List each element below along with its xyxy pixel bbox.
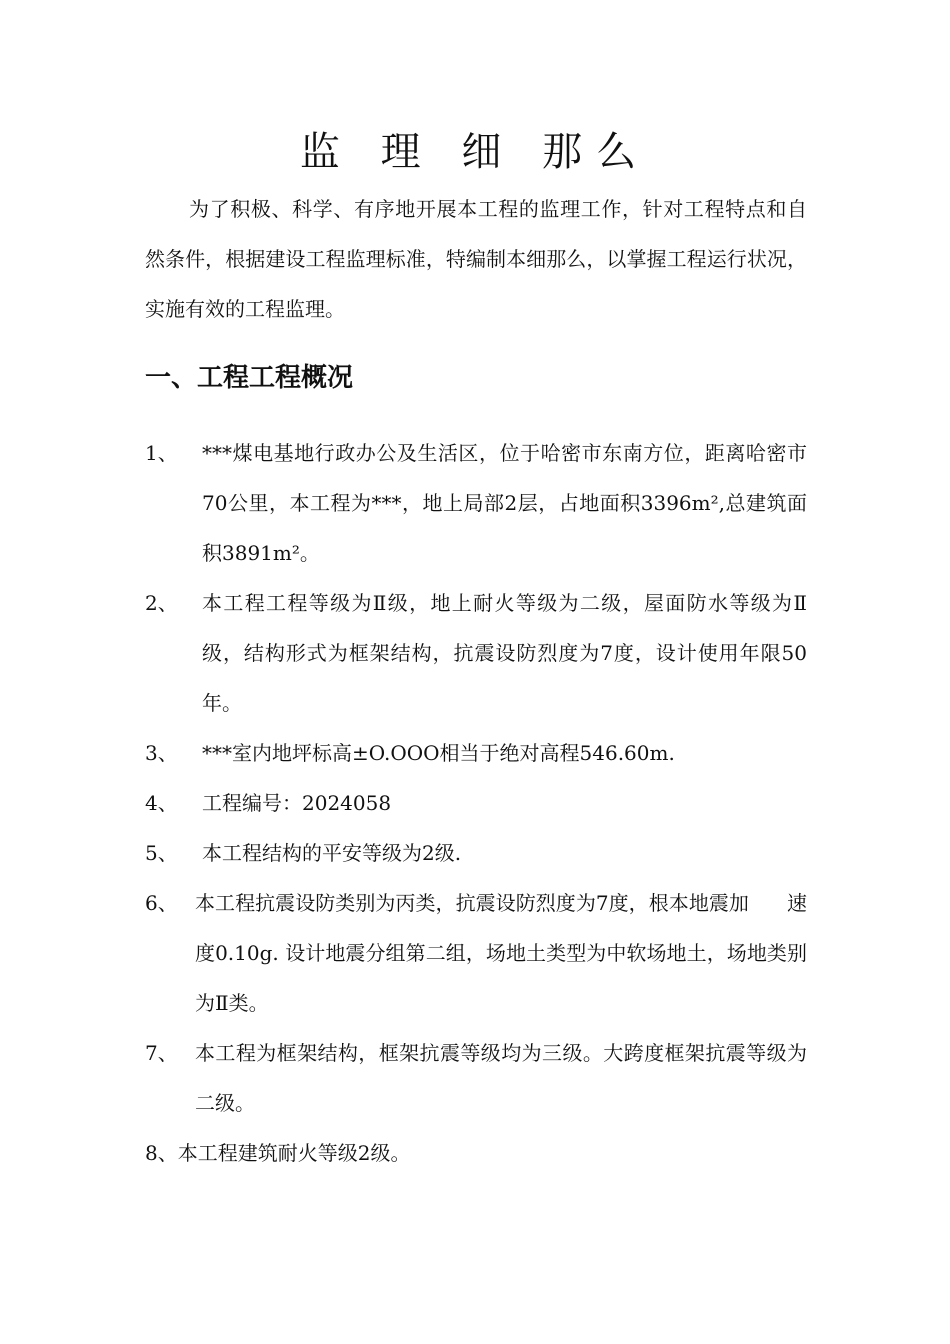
list-item: [145, 728, 807, 778]
item-text: 本工程建筑耐火等级2级。: [177, 1141, 411, 1165]
overview-list: [145, 428, 807, 1178]
section-heading: 一、工程工程概况: [145, 363, 354, 393]
item-text: ***煤电基地行政办公及生活区，位于哈密市东南方位，距离哈密市70公里，本工程为***，地上局部2层，占地面积3396m²,总建筑面积3891m²。: [202, 441, 807, 565]
item-text: [145, 878, 807, 1028]
item-number: 3、: [145, 741, 178, 765]
item-text-part: 本工程抗震设防类别为丙类，抗震设防烈度为7度，根本地震加: [195, 891, 749, 915]
item-text: 本工程为框架结构，框架抗震等级均为三级。大跨度框架抗震等级为二级。: [195, 1041, 807, 1115]
item-number: 1、: [145, 441, 178, 465]
item-number: 6、: [145, 891, 178, 915]
list-item: [145, 1028, 807, 1128]
list-item: [145, 578, 807, 728]
list-item: [145, 1128, 807, 1178]
list-item: [145, 428, 807, 578]
item-number: 5、: [145, 841, 178, 865]
item-text: ***室内地坪标高±O.OOO相当于绝对高程546.60m.: [202, 741, 675, 765]
list-item: [145, 828, 807, 878]
item-number: 2、: [145, 591, 178, 615]
item-text: 本工程工程等级为Ⅱ级，地上耐火等级为二级，屋面防水等级为Ⅱ级，结构形式为框架结构，抗震设防烈度为7度，设计使用年限50年。: [202, 591, 807, 715]
item-text: 工程编号：2024058: [202, 791, 392, 815]
intro-paragraph: 为了积极、科学、有序地开展本工程的监理工作，针对工程特点和自然条件，根据建设工程监理标准，特编制本细那么，以掌握工程运行状况，实施有效的工程监理。: [145, 197, 807, 321]
page-title: 监 理 细 那么: [299, 129, 651, 175]
item-text-part: 速度0.10g. 设计地震分组第二组，场地土类型为中软场地土，场地类别为Ⅱ类。: [195, 891, 807, 1015]
item-number: 4、: [145, 791, 178, 815]
item-text: 本工程结构的平安等级为2级.: [202, 841, 462, 865]
item-number: 8、: [145, 1141, 178, 1165]
list-item: [145, 878, 807, 1028]
list-item: [145, 778, 807, 828]
item-number: 7、: [145, 1041, 178, 1065]
